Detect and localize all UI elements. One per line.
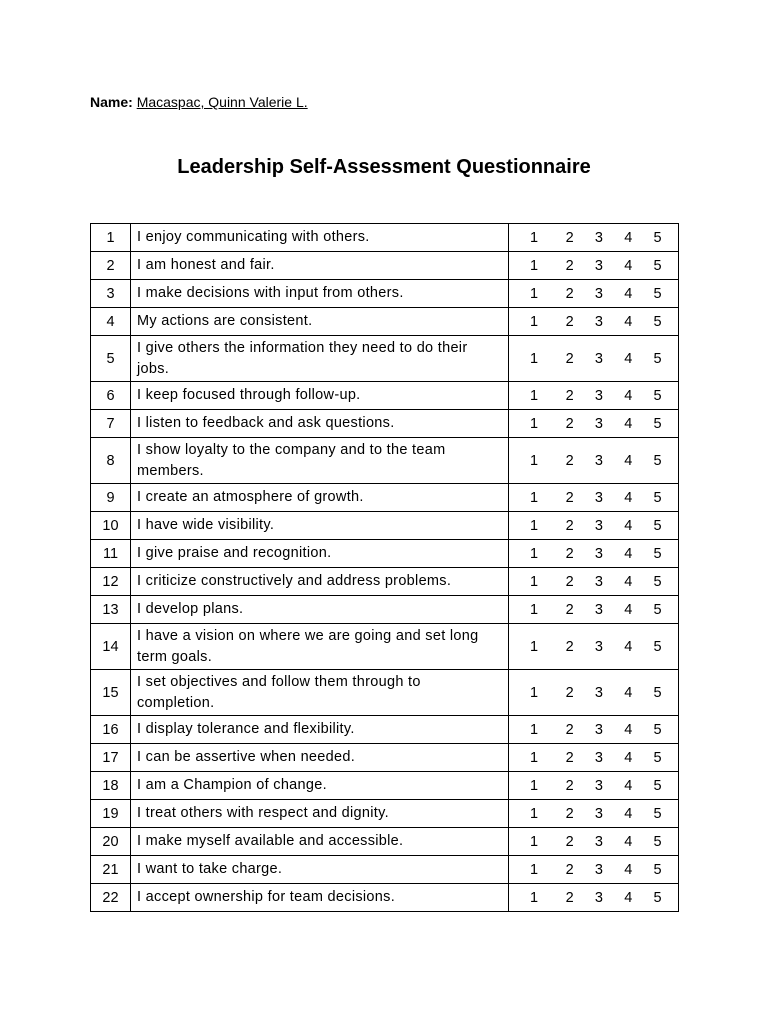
rating-options: [509, 518, 678, 534]
rating-option-5[interactable]: 5: [653, 489, 662, 506]
item-number: 8: [91, 438, 131, 484]
rating-option-4[interactable]: 4: [624, 684, 633, 701]
rating-option-2[interactable]: 2: [565, 573, 574, 590]
rating-options: [509, 806, 678, 822]
rating-option-3[interactable]: 3: [594, 889, 603, 906]
rating-option-3[interactable]: 3: [594, 489, 603, 506]
item-number: 10: [91, 512, 131, 540]
table-row: [91, 772, 679, 800]
rating-options: [509, 490, 678, 506]
rating-option-3[interactable]: 3: [594, 452, 603, 469]
item-number: 1: [91, 224, 131, 252]
rating-option-4[interactable]: 4: [624, 749, 633, 766]
rating-scale: [509, 624, 679, 670]
rating-option-4[interactable]: 4: [624, 387, 633, 404]
rating-options: [509, 388, 678, 404]
rating-option-4[interactable]: 4: [624, 721, 633, 738]
rating-option-1[interactable]: 1: [530, 517, 539, 534]
rating-options: [509, 722, 678, 738]
rating-option-4[interactable]: 4: [624, 517, 633, 534]
rating-scale: [509, 884, 679, 912]
item-statement: I give praise and recognition.: [131, 540, 509, 568]
rating-option-2[interactable]: 2: [565, 721, 574, 738]
rating-option-1[interactable]: 1: [530, 415, 539, 432]
rating-option-2[interactable]: 2: [565, 545, 574, 562]
table-row: [91, 512, 679, 540]
rating-option-2[interactable]: 2: [565, 517, 574, 534]
item-number: 11: [91, 540, 131, 568]
rating-option-2[interactable]: 2: [565, 257, 574, 274]
questionnaire-body: [91, 224, 679, 912]
rating-scale: [509, 800, 679, 828]
rating-option-5[interactable]: 5: [653, 861, 662, 878]
rating-scale: [509, 828, 679, 856]
rating-option-3[interactable]: 3: [594, 517, 603, 534]
rating-option-4[interactable]: 4: [624, 777, 633, 794]
table-row: [91, 596, 679, 624]
rating-option-3[interactable]: 3: [594, 601, 603, 618]
rating-option-1[interactable]: 1: [530, 489, 539, 506]
rating-option-4[interactable]: 4: [624, 638, 633, 655]
rating-option-1[interactable]: 1: [530, 545, 539, 562]
rating-scale: [509, 224, 679, 252]
item-statement: I show loyalty to the company and to the team members.: [131, 438, 509, 484]
respondent-name: [90, 93, 308, 111]
rating-option-3[interactable]: 3: [594, 749, 603, 766]
rating-option-4[interactable]: 4: [624, 889, 633, 906]
rating-options: [509, 778, 678, 794]
rating-option-1[interactable]: 1: [530, 684, 539, 701]
rating-option-2[interactable]: 2: [565, 229, 574, 246]
rating-option-1[interactable]: 1: [530, 601, 539, 618]
rating-option-4[interactable]: 4: [624, 601, 633, 618]
rating-option-4[interactable]: 4: [624, 833, 633, 850]
rating-option-4[interactable]: 4: [624, 545, 633, 562]
rating-options: [509, 230, 678, 246]
rating-option-5[interactable]: 5: [653, 313, 662, 330]
item-number: 2: [91, 252, 131, 280]
rating-options: [509, 314, 678, 330]
rating-option-2[interactable]: 2: [565, 489, 574, 506]
table-row: [91, 540, 679, 568]
rating-option-2[interactable]: 2: [565, 861, 574, 878]
rating-option-3[interactable]: 3: [594, 350, 603, 367]
rating-scale: [509, 252, 679, 280]
rating-option-2[interactable]: 2: [565, 684, 574, 701]
rating-option-2[interactable]: 2: [565, 889, 574, 906]
table-row: [91, 744, 679, 772]
rating-scale: [509, 716, 679, 744]
item-number: 14: [91, 624, 131, 670]
item-statement: My actions are consistent.: [131, 308, 509, 336]
item-number: 17: [91, 744, 131, 772]
rating-option-1[interactable]: 1: [530, 749, 539, 766]
table-row: [91, 336, 679, 382]
rating-option-5[interactable]: 5: [653, 415, 662, 432]
item-number: 9: [91, 484, 131, 512]
rating-scale: [509, 540, 679, 568]
rating-option-3[interactable]: 3: [594, 573, 603, 590]
rating-option-5[interactable]: 5: [653, 601, 662, 618]
rating-option-1[interactable]: 1: [530, 638, 539, 655]
rating-option-3[interactable]: 3: [594, 861, 603, 878]
item-statement: I give others the information they need to do their jobs.: [131, 336, 509, 382]
rating-option-5[interactable]: 5: [653, 721, 662, 738]
table-row: [91, 438, 679, 484]
rating-options: [509, 546, 678, 562]
item-statement: I am a Champion of change.: [131, 772, 509, 800]
item-number: 21: [91, 856, 131, 884]
rating-option-5[interactable]: 5: [653, 257, 662, 274]
rating-scale: [509, 568, 679, 596]
item-statement: I have wide visibility.: [131, 512, 509, 540]
rating-option-1[interactable]: 1: [530, 805, 539, 822]
rating-option-4[interactable]: 4: [624, 489, 633, 506]
rating-option-1[interactable]: 1: [530, 452, 539, 469]
rating-option-3[interactable]: 3: [594, 805, 603, 822]
rating-option-2[interactable]: 2: [565, 387, 574, 404]
rating-option-5[interactable]: 5: [653, 684, 662, 701]
item-statement: I make myself available and accessible.: [131, 828, 509, 856]
rating-option-1[interactable]: 1: [530, 777, 539, 794]
table-row: [91, 410, 679, 438]
item-statement: I can be assertive when needed.: [131, 744, 509, 772]
item-statement: I create an atmosphere of growth.: [131, 484, 509, 512]
item-statement: I display tolerance and flexibility.: [131, 716, 509, 744]
rating-options: [509, 574, 678, 590]
rating-option-2[interactable]: 2: [565, 350, 574, 367]
item-number: 15: [91, 670, 131, 716]
rating-scale: [509, 410, 679, 438]
item-number: 7: [91, 410, 131, 438]
item-statement: I want to take charge.: [131, 856, 509, 884]
rating-option-1[interactable]: 1: [530, 229, 539, 246]
item-number: 4: [91, 308, 131, 336]
rating-options: [509, 602, 678, 618]
rating-option-5[interactable]: 5: [653, 777, 662, 794]
rating-option-3[interactable]: 3: [594, 777, 603, 794]
rating-scale: [509, 772, 679, 800]
rating-option-5[interactable]: 5: [653, 350, 662, 367]
rating-option-5[interactable]: 5: [653, 805, 662, 822]
rating-option-3[interactable]: 3: [594, 257, 603, 274]
rating-option-5[interactable]: 5: [653, 545, 662, 562]
table-row: [91, 800, 679, 828]
rating-option-4[interactable]: 4: [624, 452, 633, 469]
rating-option-1[interactable]: 1: [530, 573, 539, 590]
rating-option-5[interactable]: 5: [653, 285, 662, 302]
rating-option-4[interactable]: 4: [624, 285, 633, 302]
rating-option-2[interactable]: 2: [565, 452, 574, 469]
rating-scale: [509, 856, 679, 884]
questionnaire-table: [90, 223, 679, 912]
rating-option-1[interactable]: 1: [530, 889, 539, 906]
table-row: [91, 716, 679, 744]
item-number: 19: [91, 800, 131, 828]
rating-option-4[interactable]: 4: [624, 313, 633, 330]
rating-options: [509, 258, 678, 274]
table-row: [91, 382, 679, 410]
item-number: 16: [91, 716, 131, 744]
rating-option-4[interactable]: 4: [624, 573, 633, 590]
rating-options: [509, 834, 678, 850]
item-number: 3: [91, 280, 131, 308]
rating-option-3[interactable]: 3: [594, 285, 603, 302]
item-statement: I am honest and fair.: [131, 252, 509, 280]
table-row: [91, 670, 679, 716]
rating-option-3[interactable]: 3: [594, 833, 603, 850]
rating-option-1[interactable]: 1: [530, 387, 539, 404]
table-row: [91, 884, 679, 912]
item-statement: I set objectives and follow them through to completion.: [131, 670, 509, 716]
rating-scale: [509, 336, 679, 382]
rating-option-1[interactable]: 1: [530, 285, 539, 302]
rating-option-3[interactable]: 3: [594, 638, 603, 655]
item-statement: I listen to feedback and ask questions.: [131, 410, 509, 438]
rating-option-3[interactable]: 3: [594, 721, 603, 738]
rating-option-5[interactable]: 5: [653, 889, 662, 906]
rating-option-2[interactable]: 2: [565, 805, 574, 822]
rating-option-1[interactable]: 1: [530, 721, 539, 738]
rating-options: [509, 639, 678, 655]
rating-option-3[interactable]: 3: [594, 545, 603, 562]
rating-option-5[interactable]: 5: [653, 517, 662, 534]
rating-scale: [509, 382, 679, 410]
table-row: [91, 252, 679, 280]
name-value: Macaspac, Quinn Valerie L.: [136, 94, 308, 110]
item-number: 13: [91, 596, 131, 624]
rating-option-4[interactable]: 4: [624, 350, 633, 367]
item-number: 20: [91, 828, 131, 856]
item-statement: I enjoy communicating with others.: [131, 224, 509, 252]
table-row: [91, 484, 679, 512]
rating-scale: [509, 670, 679, 716]
item-statement: I accept ownership for team decisions.: [131, 884, 509, 912]
table-row: [91, 280, 679, 308]
rating-option-1[interactable]: 1: [530, 313, 539, 330]
rating-options: [509, 453, 678, 469]
rating-scale: [509, 744, 679, 772]
rating-option-4[interactable]: 4: [624, 415, 633, 432]
item-statement: I develop plans.: [131, 596, 509, 624]
rating-options: [509, 286, 678, 302]
item-number: 6: [91, 382, 131, 410]
rating-option-2[interactable]: 2: [565, 777, 574, 794]
rating-option-2[interactable]: 2: [565, 415, 574, 432]
rating-option-2[interactable]: 2: [565, 638, 574, 655]
table-row: [91, 828, 679, 856]
rating-option-5[interactable]: 5: [653, 833, 662, 850]
rating-options: [509, 351, 678, 367]
rating-option-5[interactable]: 5: [653, 638, 662, 655]
item-number: 22: [91, 884, 131, 912]
page-title: Leadership Self-Assessment Questionnaire: [177, 156, 591, 178]
rating-options: [509, 862, 678, 878]
rating-option-3[interactable]: 3: [594, 684, 603, 701]
rating-option-5[interactable]: 5: [653, 573, 662, 590]
rating-option-2[interactable]: 2: [565, 833, 574, 850]
item-statement: I keep focused through follow-up.: [131, 382, 509, 410]
rating-option-5[interactable]: 5: [653, 452, 662, 469]
table-row: [91, 308, 679, 336]
rating-scale: [509, 512, 679, 540]
rating-scale: [509, 438, 679, 484]
rating-option-3[interactable]: 3: [594, 229, 603, 246]
rating-options: [509, 750, 678, 766]
rating-option-3[interactable]: 3: [594, 415, 603, 432]
table-row: [91, 624, 679, 670]
rating-options: [509, 416, 678, 432]
rating-options: [509, 890, 678, 906]
rating-option-4[interactable]: 4: [624, 861, 633, 878]
rating-option-2[interactable]: 2: [565, 285, 574, 302]
rating-option-2[interactable]: 2: [565, 749, 574, 766]
item-statement: I have a vision on where we are going and set long term goals.: [131, 624, 509, 670]
table-row: [91, 856, 679, 884]
rating-option-2[interactable]: 2: [565, 601, 574, 618]
rating-option-2[interactable]: 2: [565, 313, 574, 330]
rating-scale: [509, 280, 679, 308]
rating-option-5[interactable]: 5: [653, 387, 662, 404]
rating-option-1[interactable]: 1: [530, 833, 539, 850]
rating-scale: [509, 484, 679, 512]
rating-option-4[interactable]: 4: [624, 229, 633, 246]
rating-option-3[interactable]: 3: [594, 387, 603, 404]
rating-option-1[interactable]: 1: [530, 350, 539, 367]
rating-option-5[interactable]: 5: [653, 229, 662, 246]
item-number: 18: [91, 772, 131, 800]
table-row: [91, 568, 679, 596]
rating-options: [509, 685, 678, 701]
item-number: 12: [91, 568, 131, 596]
rating-option-1[interactable]: 1: [530, 257, 539, 274]
rating-option-1[interactable]: 1: [530, 861, 539, 878]
rating-option-4[interactable]: 4: [624, 805, 633, 822]
name-label: Name:: [90, 94, 133, 110]
rating-scale: [509, 596, 679, 624]
rating-scale: [509, 308, 679, 336]
rating-option-3[interactable]: 3: [594, 313, 603, 330]
rating-option-5[interactable]: 5: [653, 749, 662, 766]
item-number: 5: [91, 336, 131, 382]
item-statement: I criticize constructively and address problems.: [131, 568, 509, 596]
table-row: [91, 224, 679, 252]
item-statement: I treat others with respect and dignity.: [131, 800, 509, 828]
rating-option-4[interactable]: 4: [624, 257, 633, 274]
item-statement: I make decisions with input from others.: [131, 280, 509, 308]
